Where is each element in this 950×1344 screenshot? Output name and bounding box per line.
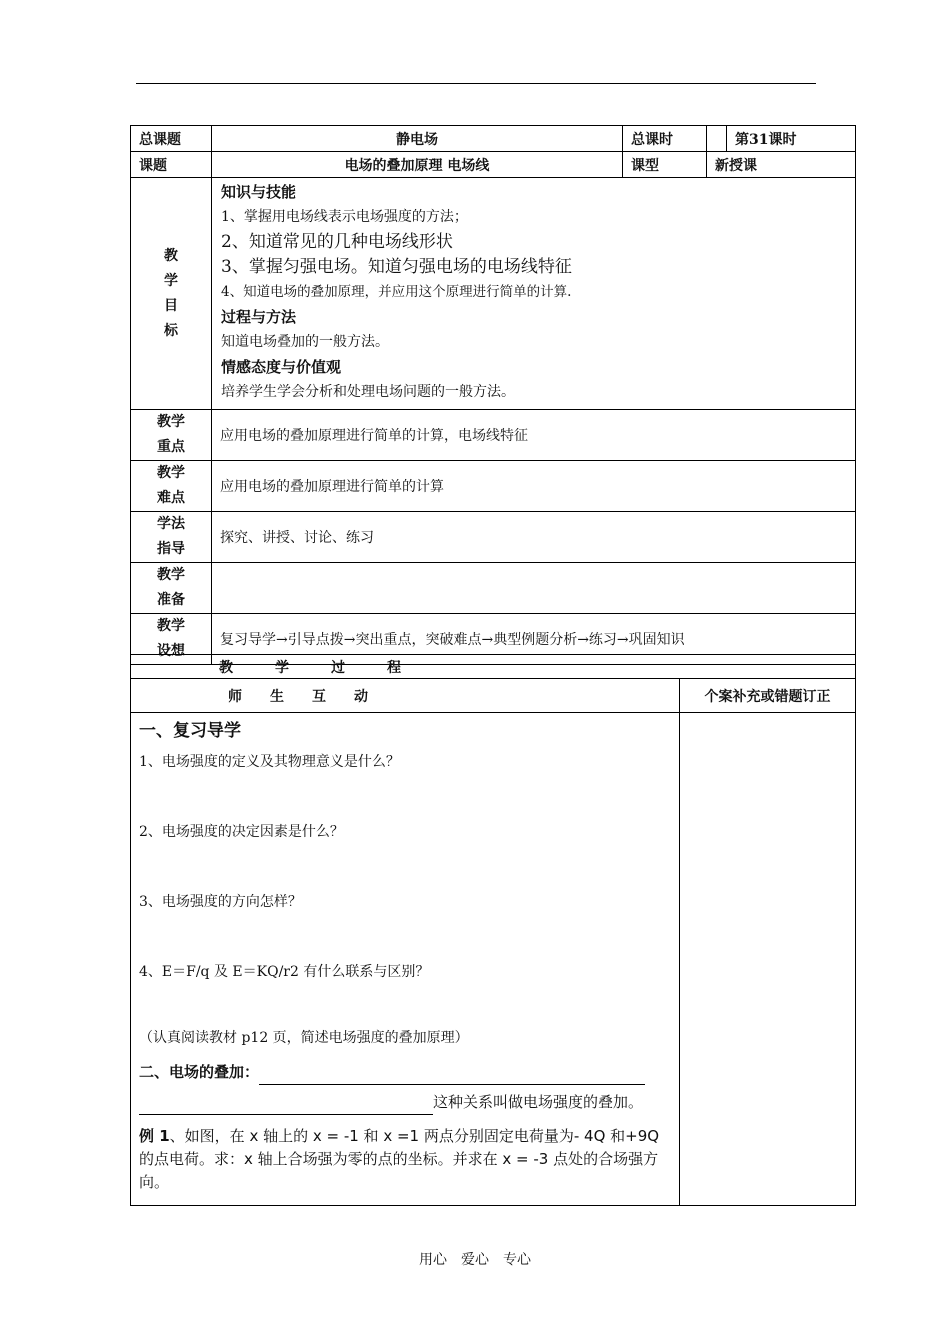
total-hours-label: 总课时: [623, 126, 707, 152]
goals-side-char: 教: [164, 247, 178, 264]
process-text: 知道电场叠加的一般方法。: [221, 334, 389, 350]
fill-blank: [259, 1068, 645, 1085]
goals-row: [131, 178, 856, 410]
header-row-2: [131, 152, 856, 178]
header-row-1: [131, 126, 856, 152]
review-question: 1、电场强度的定义及其物理意义是什么？: [139, 754, 400, 770]
total-topic-value: 静电场: [212, 126, 623, 152]
goals-side-label: [131, 178, 212, 410]
row-label: 学法 指导: [131, 512, 212, 563]
method-content: 探究、讲授、讨论、练习: [212, 512, 856, 563]
type-value: 新授课: [707, 152, 856, 178]
supplement-column-header: 个案补充或错题订正: [680, 679, 856, 713]
lesson-number: 第31课时: [727, 126, 856, 152]
example-1: [139, 1125, 671, 1194]
reading-note: （认真阅读教材 p12 页，简述电场强度的叠加原理）: [139, 1030, 469, 1046]
difficulty-row: [131, 461, 856, 512]
topic-value: 电场的叠加原理 电场线: [212, 152, 623, 178]
goal-item: 3、掌握匀强电场。知道匀强电场的电场线特征: [221, 257, 572, 277]
process-heading: 过程与方法: [221, 308, 297, 326]
goal-item: 4、知道电场的叠加原理，并应用这个原理进行简单的计算.: [221, 284, 572, 300]
process-body-row: [131, 713, 856, 1206]
review-question: 3、电场强度的方向怎样？: [139, 894, 302, 910]
example-text: 、如图，在 x 轴上的 x = -1 和 x =1 两点分别固定电荷量为- 4Q 和+9Q 的点电荷。求：x 轴上合场强为零的点的坐标。并求在 x = -3 点处的合场强方向。: [139, 1127, 660, 1191]
supplement-content: [680, 713, 856, 1206]
fill-blank: [139, 1098, 433, 1115]
goal-item: 2、知道常见的几种电场线形状: [221, 232, 453, 252]
row-label: 教学 难点: [131, 461, 212, 512]
preparation-row: [131, 563, 856, 614]
process-title-row: [131, 655, 856, 679]
goals-side-char: 学: [164, 272, 178, 289]
section-review-heading: 一、复习导学: [139, 721, 241, 741]
superposition-line-2: [139, 1089, 671, 1115]
review-question: 2、电场强度的决定因素是什么？: [139, 824, 344, 840]
total-topic-label: 总课题: [131, 126, 212, 152]
row-label: 教学 重点: [131, 410, 212, 461]
goal-item: 1、掌握用电场线表示电场强度的方法；: [221, 209, 468, 225]
review-question: 4、E＝F/q 及 E＝KQ/r2 有什么联系与区别？: [139, 964, 430, 980]
process-columns-row: [131, 679, 856, 713]
goals-side-char: 标: [164, 322, 178, 339]
topic-label: 课题: [131, 152, 212, 178]
preparation-content: [212, 563, 856, 614]
header-rule: [136, 83, 816, 84]
example-label: 例 1: [139, 1127, 170, 1145]
difficulty-content: 应用电场的叠加原理进行简单的计算: [212, 461, 856, 512]
knowledge-heading: 知识与技能: [221, 183, 297, 201]
section-superposition-heading: 二、电场的叠加：: [139, 1063, 260, 1081]
goals-side-char: 目: [164, 297, 178, 314]
superposition-line: [139, 1059, 671, 1085]
process-table: [130, 654, 856, 1206]
key-points-content: 应用电场的叠加原理进行简单的计算，电场线特征: [212, 410, 856, 461]
row-label: 教学 设想: [131, 614, 212, 665]
total-hours-value: [707, 126, 727, 152]
page-footer: 用心 爱心 专心: [419, 1252, 531, 1268]
interaction-column-header: 师 生 互 动: [131, 679, 680, 713]
interaction-content: [131, 713, 680, 1206]
method-row: [131, 512, 856, 563]
emotion-heading: 情感态度与价值观: [221, 358, 342, 376]
emotion-text: 培养学生学会分析和处理电场问题的一般方法。: [221, 384, 515, 400]
type-label: 课型: [623, 152, 707, 178]
lesson-info-table: [130, 125, 856, 665]
plan-content: 复习导学→引导点拨→突出重点，突破难点→典型例题分析→练习→巩固知识: [212, 614, 856, 665]
row-label: 教学 准备: [131, 563, 212, 614]
process-title: 教 学 过 程: [131, 655, 856, 679]
key-points-row: [131, 410, 856, 461]
superposition-tail: 这种关系叫做电场强度的叠加。: [433, 1093, 644, 1111]
goals-content: [212, 178, 856, 410]
